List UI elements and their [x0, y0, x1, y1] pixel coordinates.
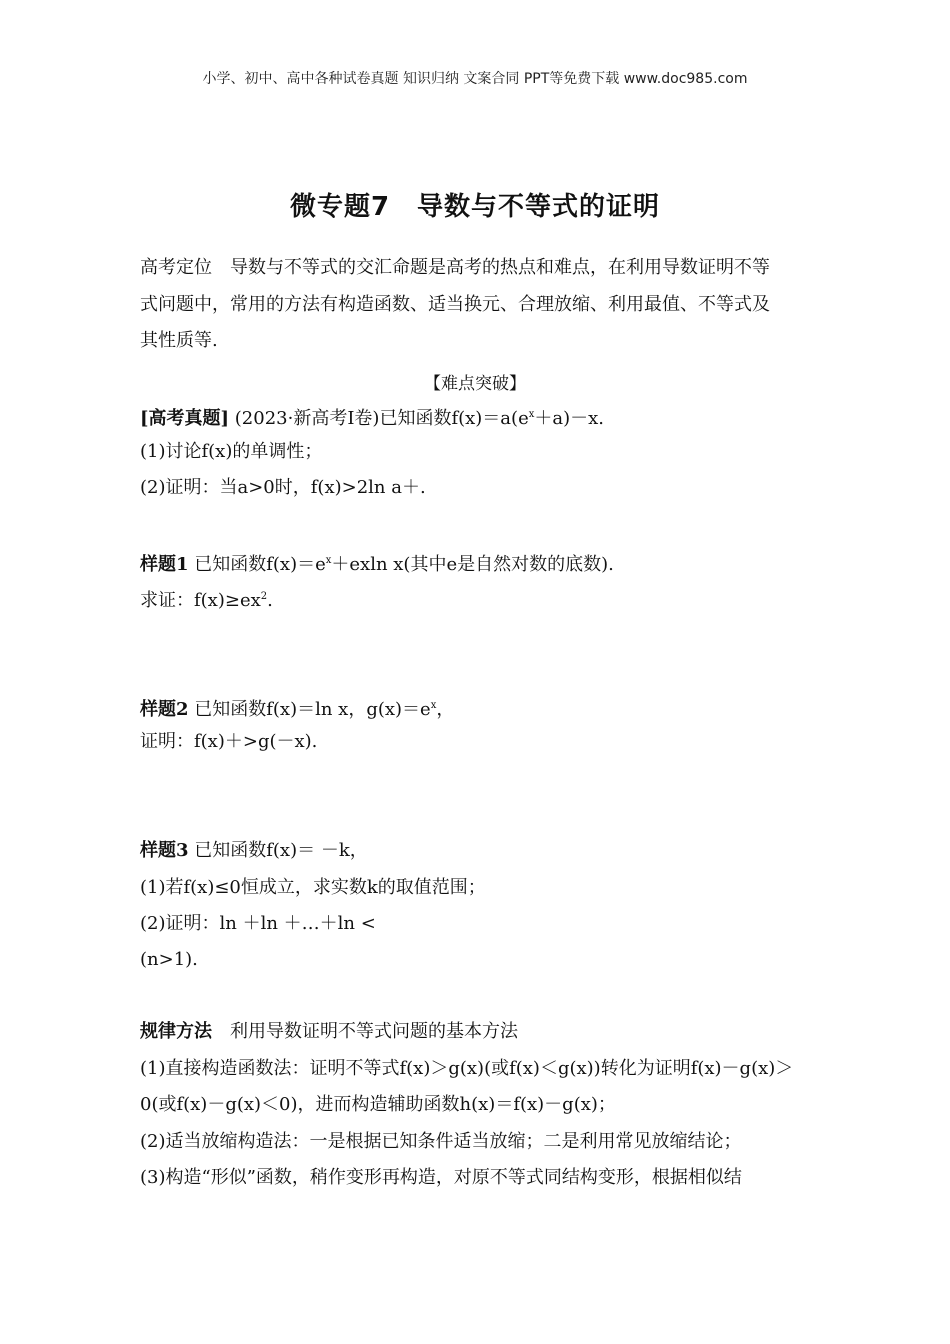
example3-label: 样题3 — [140, 840, 189, 861]
real-exam-stem-sup: x — [528, 409, 535, 420]
example2-label: 样题2 — [140, 699, 189, 720]
method-title: 利用导数证明不等式问题的基本方法 — [212, 1021, 518, 1042]
intro-line-2: 式问题中，常用的方法有构造函数、适当换元、合理放缩、利用最值、不等式及 — [140, 294, 770, 315]
example3-q2-cont: (n>1). — [140, 949, 198, 970]
example1-line2-a: 求证：f(x)≥ex — [140, 590, 261, 611]
example2-line1 — [140, 694, 454, 722]
example1-line1-sup: x — [325, 555, 332, 566]
example2-line1-a: 已知函数f(x)＝ln x，g(x)＝e — [188, 699, 431, 720]
method-line-1: (1)直接构造函数法：证明不等式f(x)＞g(x)(或f(x)＜g(x))转化为证明f(x)－g(x)＞ — [140, 1058, 794, 1079]
example2-line1-b: ， — [436, 699, 455, 720]
example3-line1-text: 已知函数f(x)＝ －k， — [188, 840, 368, 861]
example1-line2-sup: 2 — [260, 591, 268, 602]
real-exam-q1: (1)讨论f(x)的单调性； — [140, 441, 323, 462]
example1-label: 样题1 — [140, 554, 189, 575]
example3-q1: (1)若f(x)≤0恒成立，求实数k的取值范围； — [140, 877, 486, 898]
page-title: 微专题7 导数与不等式的证明 — [289, 192, 661, 222]
example1-line2 — [140, 585, 273, 613]
method-line-3: (2)适当放缩构造法：一是根据已知条件适当放缩；二是利用常见放缩结论； — [140, 1131, 742, 1152]
real-exam-q2: (2)证明：当a>0时，f(x)>2ln a＋. — [140, 477, 426, 498]
section-heading: 【难点突破】 — [424, 374, 526, 394]
example2-line2: 证明：f(x)＋>g(－x). — [140, 731, 318, 752]
intro-line-1: 高考定位 导数与不等式的交汇命题是高考的热点和难点，在利用导数证明不等 — [140, 257, 770, 278]
method-line-2: 0(或f(x)－g(x)＜0)，进而构造辅助函数h(x)＝f(x)－g(x)； — [140, 1094, 616, 1115]
example1-line1 — [140, 549, 614, 577]
example2-line1-sup: x — [430, 700, 437, 711]
method-label: 规律方法 — [140, 1021, 212, 1042]
intro-line-3: 其性质等. — [140, 330, 218, 351]
real-exam-stem — [140, 403, 604, 431]
example1-line1-a: 已知函数f(x)＝e — [188, 554, 326, 575]
method-line-4: (3)构造“形似”函数，稍作变形再构造，对原不等式同结构变形，根据相似结 — [140, 1167, 742, 1188]
example1-line2-b: . — [267, 590, 273, 611]
example1-line1-b: ＋exln x(其中e是自然对数的底数). — [331, 554, 614, 575]
example3-q2: (2)证明：ln ＋ln ＋…＋ln < — [140, 913, 376, 934]
example3-line1 — [140, 839, 368, 863]
page-header: 小学、初中、高中各种试卷真题 知识归纳 文案合同 PPT等免费下载 www.doc985.com — [202, 71, 748, 87]
real-exam-stem-a: (2023·新高考Ⅰ卷)已知函数f(x)＝a(e — [229, 408, 529, 429]
method-heading — [140, 1020, 518, 1044]
real-exam-label: [高考真题] — [140, 408, 230, 429]
real-exam-stem-b: ＋a)－x. — [534, 408, 604, 429]
